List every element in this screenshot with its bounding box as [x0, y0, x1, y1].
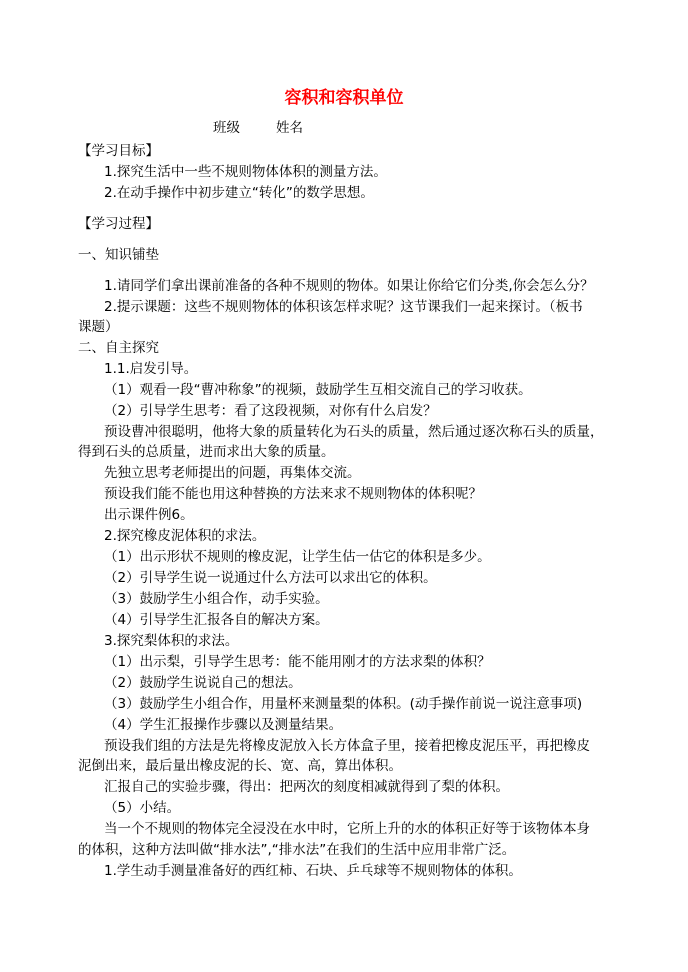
class-label: 班级: [213, 120, 240, 136]
text-line: 当一个不规则的物体完全浸没在水中时，它所上升的水的体积正好等于该物体本身: [104, 821, 590, 837]
text-line: 2.提示课题：这些不规则物体的体积该怎样求呢？这节课我们一起来探讨。（板书: [104, 299, 583, 315]
text-line: 预设我们能不能也用这种替换的方法来求不规则物体的体积呢？: [104, 486, 482, 502]
text-line: 预设我们组的方法是先将橡皮泥放入长方体盒子里，接着把橡皮泥压平，再把橡皮: [104, 738, 590, 754]
text-line: 【学习目标】: [78, 143, 159, 159]
text-line: 汇报自己的实验步骤，得出：把两次的刻度相减就得到了梨的体积。: [104, 779, 509, 795]
text-line: 课题）: [78, 319, 119, 335]
text-line: （3）鼓励学生小组合作，动手实验。: [104, 591, 329, 607]
text-line: 1.1.启发引导。: [104, 361, 198, 377]
text-line: 3.探究梨体积的求法。: [104, 633, 239, 649]
text-line: 2.探究橡皮泥体积的求法。: [104, 528, 266, 544]
document-title: 容积和容积单位: [284, 88, 404, 108]
text-line: 一、知识铺垫: [78, 247, 159, 263]
text-line: （4）学生汇报操作步骤以及测量结果。: [104, 717, 343, 733]
text-line: （4）引导学生汇报各自的解决方案。: [104, 612, 329, 628]
text-line: （2）鼓励学生说说自己的想法。: [104, 675, 302, 691]
text-line: 1.学生动手测量准备好的西红柿、石块、乒乓球等不规则物体的体积。: [104, 863, 522, 879]
text-line: 【学习过程】: [78, 216, 159, 232]
text-line: （2）引导学生说一说通过什么方法可以求出它的体积。: [104, 570, 437, 586]
text-line: 出示课件例6。: [104, 507, 194, 523]
text-line: 得到石头的总质量，进而求出大象的质量。: [78, 444, 335, 460]
text-line: （1）出示梨，引导学生思考：能不能用刚才的方法求梨的体积？: [104, 654, 491, 670]
text-line: 预设曹冲很聪明，他将大象的质量转化为石头的质量，然后通过逐次称石头的质量，: [104, 424, 604, 440]
text-line: （2）引导学生思考：看了这段视频，对你有什么启发？: [104, 403, 437, 419]
text-line: 泥倒出来，最后量出橡皮泥的长、宽、高，算出体积。: [78, 758, 402, 774]
name-label: 姓名: [276, 120, 303, 136]
text-line: 二、自主探究: [78, 340, 159, 356]
text-line: （3）鼓励学生小组合作，用量杯来测量梨的体积。(动手操作前说一说注意事项): [104, 696, 583, 712]
text-line: 1.探究生活中一些不规则物体体积的测量方法。: [104, 164, 387, 180]
text-line: 先独立思考老师提出的问题，再集体交流。: [104, 465, 361, 481]
text-line: （1）观看一段“曹冲称象”的视频，鼓励学生互相交流自己的学习收获。: [104, 382, 532, 398]
text-line: （5）小结。: [104, 800, 181, 816]
text-line: 的体积，这种方法叫做“排水法”,“排水法”在我们的生活中应用非常广泛。: [78, 842, 516, 858]
text-line: 2.在动手操作中初步建立“转化”的数学思想。: [104, 185, 374, 201]
text-line: 1.请同学们拿出课前准备的各种不规则的物体。如果让你给它们分类,你会怎么分？: [104, 278, 594, 294]
text-line: （1）出示形状不规则的橡皮泥，让学生估一估它的体积是多少。: [104, 549, 491, 565]
